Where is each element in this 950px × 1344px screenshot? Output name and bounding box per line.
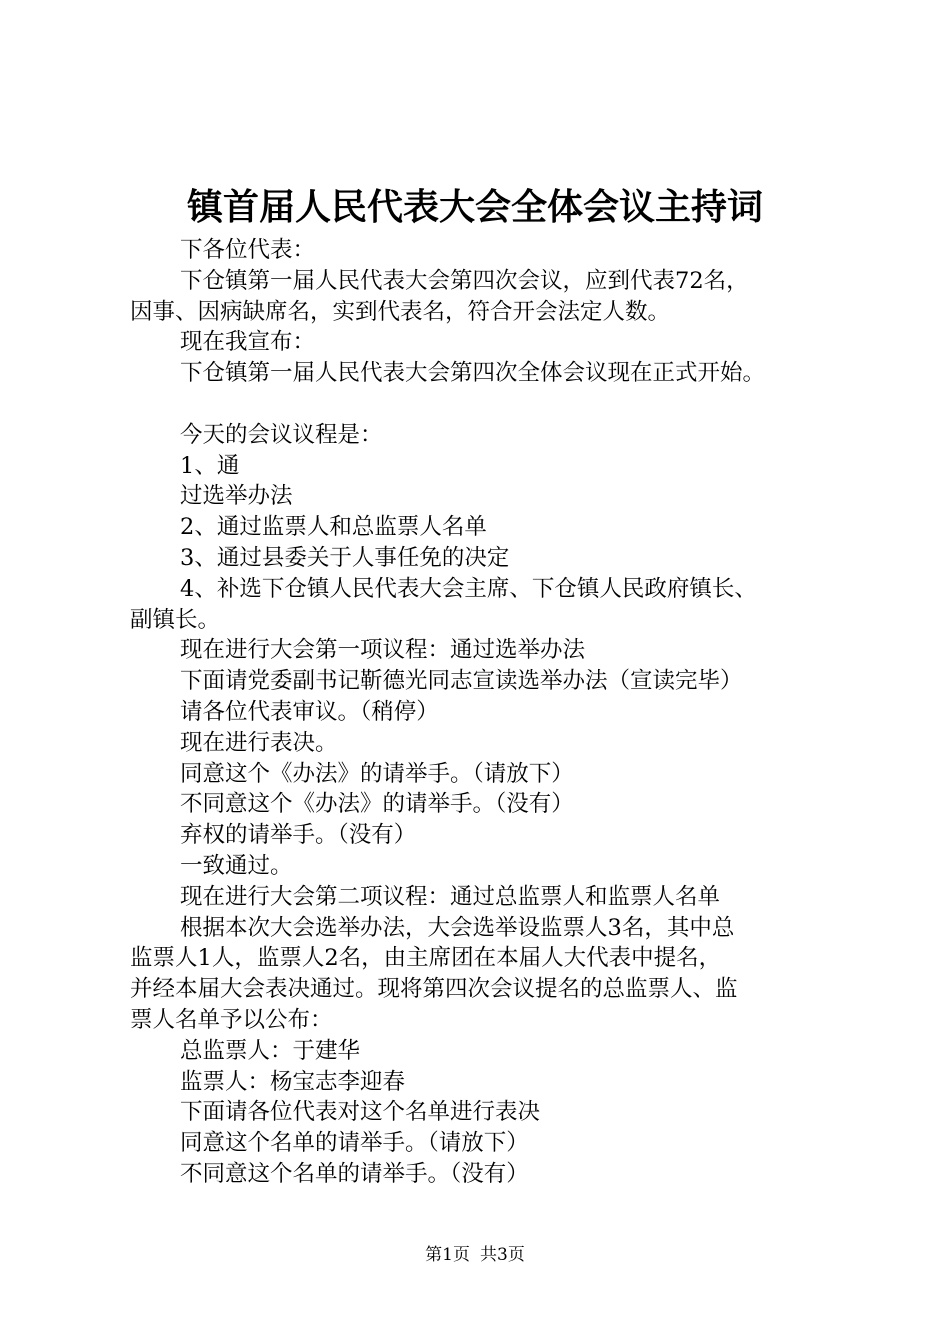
paragraph-line: 过选举办法 (180, 483, 293, 510)
paragraph-line: 下仓镇第一届人民代表大会第四次全体会议现在正式开始。 (180, 360, 766, 387)
blank-line (130, 389, 860, 420)
paragraph-line: 不同意这个名单的请举手。（没有） (180, 1160, 529, 1187)
paragraph-line: 现在我宣布： (180, 329, 316, 356)
paragraph-line: 同意这个名单的请举手。（请放下） (180, 1130, 529, 1157)
paragraph-line: 请各位代表审议。（稍停） (180, 698, 439, 725)
paragraph-line: 并经本届大会表决通过。现将第四次会议提名的总监票人、监 (130, 976, 738, 1003)
page-total: 共3页 (480, 1245, 525, 1265)
paragraph-line: 1、通 (180, 452, 240, 479)
page-footer (0, 1243, 950, 1267)
document-body (130, 235, 860, 1190)
paragraph-line: 因事、因病缺席名，实到代表名，符合开会法定人数。 (130, 298, 671, 325)
paragraph-line: 现在进行大会第一项议程：通过选举办法 (180, 637, 586, 664)
document-title: 镇首届人民代表大会全体会议主持词 (186, 187, 763, 228)
paragraph-line: 同意这个《办法》的请举手。（请放下） (180, 760, 574, 787)
paragraph-line: 监票人1人，监票人2名，由主席团在本届人大代表中提名， (130, 945, 722, 972)
paragraph-line: 一致通过。 (180, 852, 293, 879)
paragraph-line: 下仓镇第一届人民代表大会第四次会议，应到代表72名， (180, 267, 749, 294)
paragraph-line: 现在进行表决。 (180, 729, 338, 756)
paragraph-line: 副镇长。 (130, 606, 221, 633)
paragraph-line: 票人名单予以公布： (130, 1006, 333, 1033)
paragraph-line: 不同意这个《办法》的请举手。（没有） (180, 791, 574, 818)
paragraph-line: 下面请各位代表对这个名单进行表决 (180, 1099, 541, 1126)
paragraph-line: 3、通过县委关于人事任免的决定 (180, 544, 510, 571)
paragraph-line: 根据本次大会选举办法，大会选举设监票人3名，其中总 (180, 914, 735, 941)
paragraph-line: 今天的会议议程是： (180, 421, 383, 448)
paragraph-line: 下面请党委副书记靳德光同志宣读选举办法（宣读完毕） (180, 668, 743, 695)
page-number: 第1页 (425, 1245, 470, 1265)
paragraph-line: 2、通过监票人和总监票人名单 (180, 514, 487, 541)
paragraph-line: 下各位代表： (180, 237, 316, 263)
paragraph-line: 4、补选下仓镇人民代表大会主席、下仓镇人民政府镇长、 (180, 575, 757, 602)
paragraph-line: 监票人：杨宝志李迎春 (180, 1068, 406, 1095)
paragraph-line: 总监票人：于建华 (180, 1037, 361, 1064)
paragraph-line: 弃权的请举手。（没有） (180, 822, 417, 849)
paragraph-line: 现在进行大会第二项议程：通过总监票人和监票人名单 (180, 883, 721, 910)
